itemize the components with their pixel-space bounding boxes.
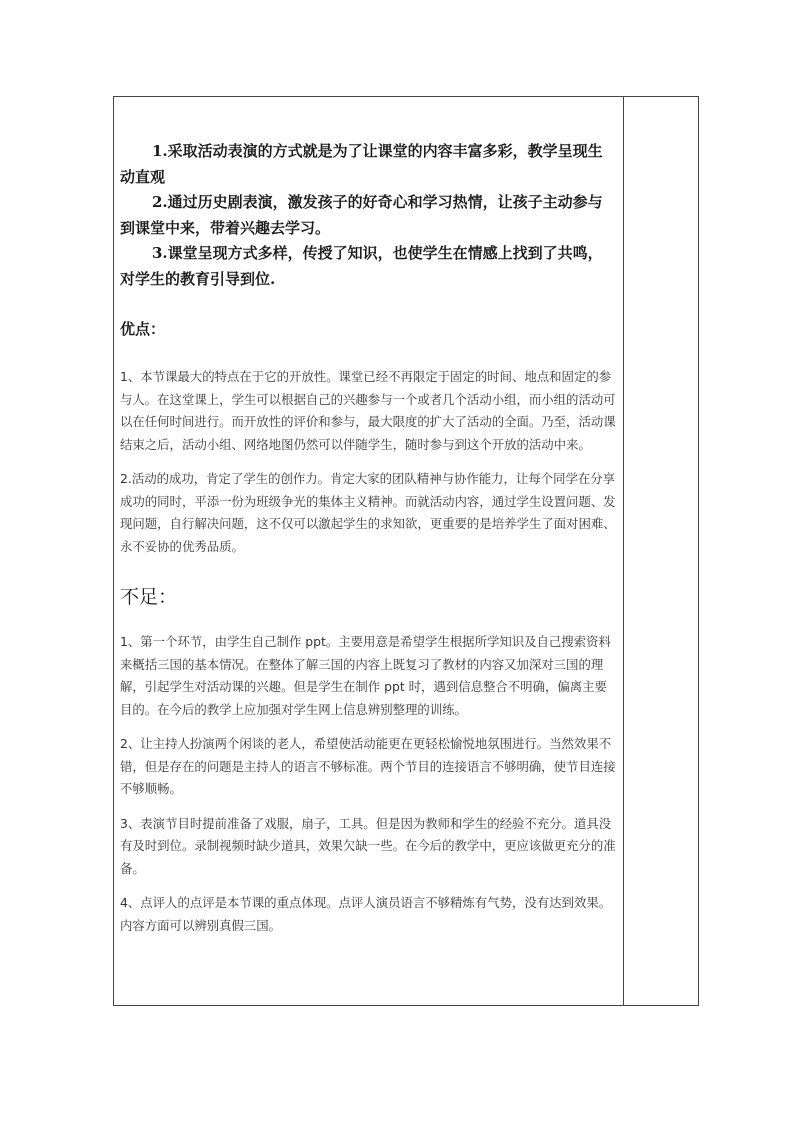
shortcoming-item-1: 1、第一个环节，由学生自己制作 ppt。主要用意是希望学生根据所学知识及自己搜索资料来概括三国的基本情况。在整体了解三国的内容上既复习了教材的内容又加深对三国的理解，引起学生对活动课的兴趣。但是学生在制作 ppt 时，遇到信息整合不明确，偏离主要目的。在今后的教学上应加强对学生网上信息辨别整理的训练。 bbox=[120, 634, 611, 717]
side-empty-cell bbox=[624, 97, 698, 1005]
advantages-heading: 优点： bbox=[120, 320, 166, 338]
shortcoming-item-3: 3、表演节目时提前准备了戏服，扇子，工具。但是因为教师和学生的经验不充分。道具没有及时到位。录制视频时缺少道具，效果欠缺一些。在今后的教学中，更应该做更充分的准备。 bbox=[120, 815, 616, 876]
intro-item-2: 2.通过历史剧表演，激发孩子的好奇心和学习热情，让孩子主动参与到课堂中来，带着兴趣去学习。 bbox=[120, 193, 603, 237]
advantage-item-2: 2.活动的成功，肯定了学生的创作力。肯定大家的团队精神与协作能力，让每个同学在分享成功的同时，平添一份为班级争光的集体主义精神。而就活动内容，通过学生设置问题、发现问题，自行解决问题，这不仅可以激起学生的求知欲，更重要的是培养学生了面对困难、永不妥协的优秀品质。 bbox=[120, 471, 616, 554]
main-content-cell bbox=[114, 97, 623, 1005]
reflection-table bbox=[113, 96, 699, 1006]
shortcoming-item-2: 2、让主持人扮演两个闲谈的老人，希望使活动能更在更轻松愉悦地氛围进行。当然效果不错，但是存在的问题是主持人的语言不够标准。两个节目的连接语言不够明确，使节目连接不够顺畅。 bbox=[120, 736, 616, 796]
intro-item-1: 1.采取活动表演的方式就是为了让课堂的内容丰富多彩，教学呈现生动直观 bbox=[120, 142, 603, 186]
intro-item-3: 3.课堂呈现方式多样，传授了知识，也使学生在情感上找到了共鸣，对学生的教育引导到位. bbox=[120, 244, 603, 288]
advantage-item-1: 1、本节课最大的特点在于它的开放性。课堂已经不再限定于固定的时间、地点和固定的参与人。在这堂课上，学生可以根据自己的兴趣参与一个或者几个活动小组，而小组的活动可以在任何时间进行。而开放性的评价和参与，最大限度的扩大了活动的全面。乃至，活动课结束之后，活动小组、网络地图仍然可以伴随学生，随时参与到这个开放的活动中来。 bbox=[120, 369, 616, 452]
shortcomings-heading: 不足： bbox=[120, 586, 178, 608]
intro-block bbox=[120, 139, 617, 292]
shortcoming-item-4: 4、点评人的点评是本节课的重点体现。点评人演员语言不够精炼有气势，没有达到效果。内容方面可以辨别真假三国。 bbox=[120, 895, 612, 933]
